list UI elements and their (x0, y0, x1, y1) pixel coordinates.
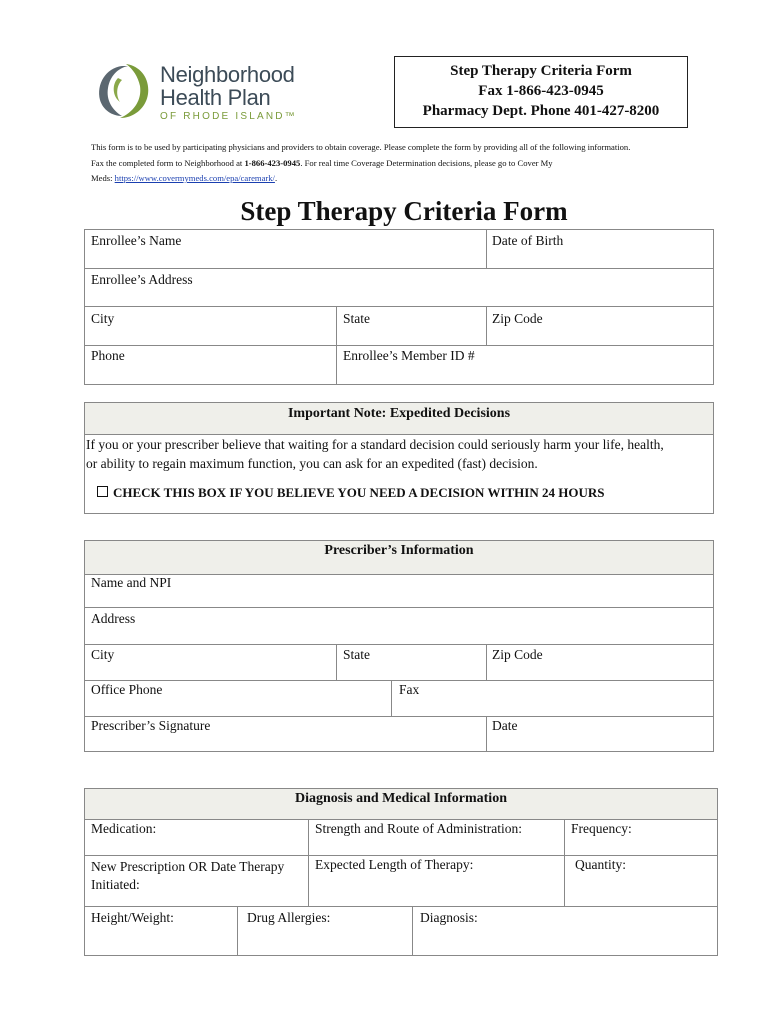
prescriber-date-field[interactable]: Date (492, 718, 518, 733)
header-box (394, 56, 688, 128)
enrollee-city-field[interactable]: City (91, 311, 115, 326)
enrollee-phone-field[interactable]: Phone (91, 348, 125, 363)
logo-mark-icon (92, 58, 156, 122)
height-weight-field[interactable]: Height/Weight: (91, 910, 174, 925)
expedited-checkbox-label: CHECK THIS BOX IF YOU BELIEVE YOU NEED A DECISION WITHIN 24 HOURS (113, 485, 605, 500)
new-rx-date-field[interactable] (91, 858, 284, 894)
expedited-checkbox[interactable] (97, 486, 108, 497)
logo-line-3: OF RHODE ISLAND™ (160, 111, 297, 122)
prescriber-address-field[interactable]: Address (91, 611, 136, 626)
new-rx-date-label-2: Initiated: (91, 877, 140, 892)
intro-line-2-prefix: Fax the completed form to Neighborhood at (91, 158, 245, 168)
intro-line-3-suffix: . (274, 173, 278, 183)
intro-fax-number: 1-866-423-0945 (244, 158, 301, 168)
frequency-field[interactable]: Frequency: (571, 821, 632, 836)
expedited-text-line-2: or ability to regain maximum function, you can ask for an expedited (fast) decision. (86, 456, 538, 471)
enrollee-member-id-field[interactable]: Enrollee’s Member ID # (343, 348, 475, 363)
prescriber-office-phone-field[interactable]: Office Phone (91, 682, 163, 697)
logo-line-1: Neighborhood (160, 62, 295, 87)
logo-line-2: Health Plan (160, 85, 271, 110)
expedited-checkbox-row (97, 485, 604, 501)
enrollee-dob-field[interactable]: Date of Birth (492, 233, 564, 248)
quantity-field[interactable]: Quantity: (575, 857, 626, 872)
prescriber-name-npi-field[interactable]: Name and NPI (91, 575, 172, 590)
prescriber-fax-field[interactable]: Fax (399, 682, 420, 697)
intro-line-3 (91, 173, 721, 183)
expedited-heading (85, 403, 713, 435)
strength-route-field[interactable]: Strength and Route of Administration: (315, 821, 522, 836)
prescriber-city-field[interactable]: City (91, 647, 115, 662)
prescriber-heading-text: Prescriber’s Information (324, 543, 474, 558)
drug-allergies-field[interactable]: Drug Allergies: (247, 910, 331, 925)
prescriber-heading (85, 541, 713, 575)
expedited-text-line-1: If you or your prescriber believe that waiting for a standard decision could seriously harm your life, health, (86, 437, 664, 452)
enrollee-zip-field[interactable]: Zip Code (492, 311, 543, 326)
covermymeds-link[interactable]: https://www.covermymeds.com/epa/caremark/ (114, 173, 275, 183)
expedited-heading-text: Important Note: Expedited Decisions (287, 406, 511, 421)
prescriber-signature-field[interactable]: Prescriber’s Signature (91, 718, 211, 733)
intro-line-2-suffix: . For real time Coverage Determination decisions, please go to Cover My (300, 158, 553, 168)
enrollee-address-field[interactable]: Enrollee’s Address (91, 272, 193, 287)
header-phone: Pharmacy Dept. Phone 401-427-8200 (422, 103, 660, 119)
intro-line-3-prefix: Meds: (91, 173, 115, 183)
header-fax: Fax 1-866-423-0945 (478, 83, 604, 99)
header-title: Step Therapy Criteria Form (450, 63, 632, 79)
intro-line-2 (91, 158, 721, 168)
medication-field[interactable]: Medication: (91, 821, 157, 836)
form-title: Step Therapy Criteria Form (240, 196, 568, 226)
logo (92, 58, 156, 122)
expected-length-field[interactable]: Expected Length of Therapy: (315, 857, 474, 872)
prescriber-zip-field[interactable]: Zip Code (492, 647, 543, 662)
intro-line-1: This form is to be used by participating physicians and providers to obtain coverage. Please complete the form by providing all of the following information. (91, 142, 631, 152)
enrollee-state-field[interactable]: State (343, 311, 370, 326)
enrollee-name-field[interactable]: Enrollee’s Name (91, 233, 182, 248)
new-rx-date-label-1: New Prescription OR Date Therapy (91, 859, 285, 874)
diagnosis-heading-text: Diagnosis and Medical Information (295, 791, 507, 806)
diagnosis-heading (85, 789, 717, 820)
prescriber-state-field[interactable]: State (343, 647, 370, 662)
diagnosis-field[interactable]: Diagnosis: (420, 910, 478, 925)
